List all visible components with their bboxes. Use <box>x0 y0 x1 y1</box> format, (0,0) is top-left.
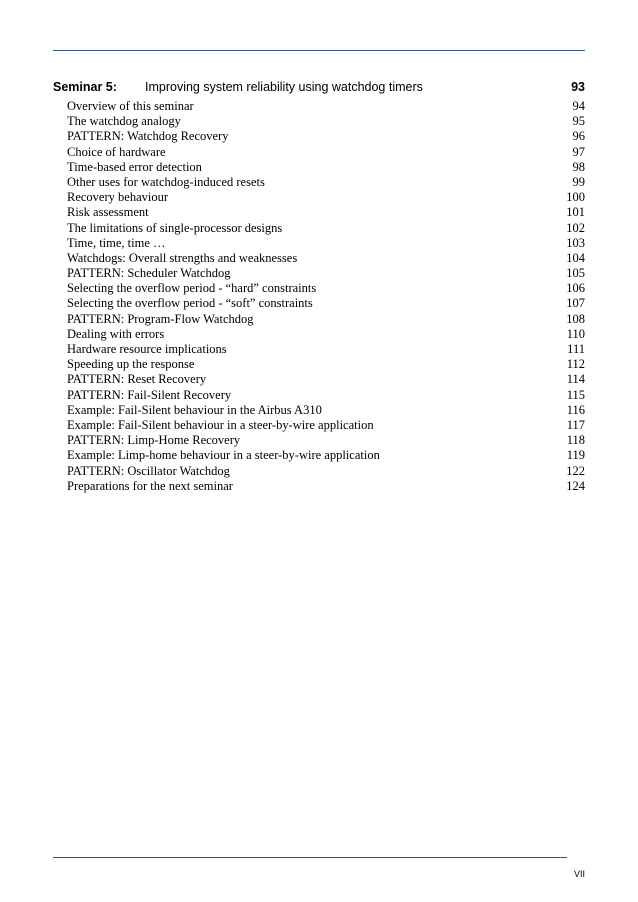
toc-entry-title: Time-based error detection <box>67 159 202 174</box>
toc-entry-title: Selecting the overflow period - “soft” constraints <box>67 296 313 311</box>
toc-entry <box>67 327 585 342</box>
seminar-heading <box>53 78 585 96</box>
seminar-label: Seminar 5: <box>53 80 117 94</box>
seminar-page-number: 93 <box>571 80 585 94</box>
toc-entry <box>67 296 585 311</box>
toc-entry <box>67 448 585 463</box>
toc-entry-title: Recovery behaviour <box>67 190 169 205</box>
toc-entry <box>67 388 585 403</box>
toc-entry <box>67 418 585 433</box>
toc-entry-title: PATTERN: Reset Recovery <box>67 372 207 387</box>
toc-entry <box>67 251 585 266</box>
toc-entry-title: PATTERN: Watchdog Recovery <box>67 129 229 144</box>
toc-entry <box>67 479 585 494</box>
toc-entry <box>67 236 585 251</box>
toc-entry-page: 100 <box>566 190 585 205</box>
toc-entry-page: 116 <box>566 402 585 417</box>
toc-entry-title: Example: Fail-Silent behaviour in a steer-by-wire application <box>67 417 374 432</box>
toc-entry-page: 111 <box>567 342 585 356</box>
toc-entry-page: 112 <box>566 357 585 372</box>
toc-entry-title: Choice of hardware <box>67 144 166 159</box>
toc-entry-title: Hardware resource implications <box>67 342 227 356</box>
toc-entry-page: 95 <box>572 114 585 129</box>
page-number: VII <box>573 869 585 879</box>
header-rule <box>53 50 585 51</box>
toc-entry-title: PATTERN: Oscillator Watchdog <box>67 463 230 478</box>
toc-entry-page: 97 <box>572 144 585 159</box>
toc-entry-page: 103 <box>566 235 585 250</box>
toc-entry <box>67 190 585 205</box>
table-of-contents <box>67 99 585 494</box>
toc-entry-page: 114 <box>566 372 585 387</box>
toc-entry-title: PATTERN: Limp-Home Recovery <box>67 433 241 448</box>
toc-entry-page: 107 <box>566 296 585 311</box>
toc-entry <box>67 312 585 327</box>
toc-entry-title: Risk assessment <box>67 205 149 220</box>
seminar-title: Improving system reliability using watchdog timers <box>145 80 423 94</box>
toc-entry-page: 98 <box>572 159 585 174</box>
toc-entry <box>67 403 585 418</box>
toc-entry-page: 119 <box>566 448 585 463</box>
toc-entry-page: 104 <box>566 250 585 265</box>
toc-entry-page: 102 <box>566 220 585 235</box>
toc-entry-title: Preparations for the next seminar <box>67 478 233 493</box>
toc-entry-title: Other uses for watchdog-induced resets <box>67 174 265 189</box>
toc-entry-page: 117 <box>566 417 585 432</box>
toc-entry-page: 108 <box>566 311 585 326</box>
toc-entry-title: Example: Fail-Silent behaviour in the Airbus A310 <box>67 402 322 417</box>
toc-entry <box>67 342 585 357</box>
toc-entry <box>67 433 585 448</box>
toc-entry-page: 110 <box>566 326 585 341</box>
toc-entry <box>67 145 585 160</box>
toc-entry-page: 99 <box>572 174 585 189</box>
toc-entry-page: 115 <box>566 387 585 402</box>
toc-entry <box>67 114 585 129</box>
toc-entry-page: 106 <box>566 281 585 296</box>
toc-entry-title: PATTERN: Program-Flow Watchdog <box>67 311 254 326</box>
toc-entry <box>67 205 585 220</box>
toc-entry <box>67 357 585 372</box>
toc-entry <box>67 160 585 175</box>
toc-entry-page: 122 <box>566 463 585 478</box>
toc-entry-title: Example: Limp-home behaviour in a steer-by-wire application <box>67 448 380 463</box>
toc-entry-title: Selecting the overflow period - “hard” constraints <box>67 281 317 296</box>
toc-entry-title: Watchdogs: Overall strengths and weaknesses <box>67 250 298 265</box>
toc-entry-title: Overview of this seminar <box>67 99 194 113</box>
toc-entry <box>67 464 585 479</box>
toc-entry <box>67 372 585 387</box>
toc-entry <box>67 99 585 114</box>
toc-entry <box>67 129 585 144</box>
toc-entry-title: The limitations of single-processor designs <box>67 220 283 235</box>
toc-entry <box>67 221 585 236</box>
toc-entry-page: 124 <box>566 478 585 493</box>
toc-entry-page: 105 <box>566 266 585 281</box>
toc-entry-title: Time, time, time … <box>67 235 166 250</box>
toc-entry-page: 96 <box>572 129 585 144</box>
footer-rule <box>53 857 567 858</box>
toc-entry <box>67 281 585 296</box>
toc-entry <box>67 175 585 190</box>
toc-entry <box>67 266 585 281</box>
toc-entry-page: 94 <box>572 99 585 113</box>
toc-entry-title: PATTERN: Scheduler Watchdog <box>67 266 231 281</box>
toc-entry-title: The watchdog analogy <box>67 114 181 129</box>
toc-entry-page: 118 <box>566 433 585 448</box>
toc-entry-title: Speeding up the response <box>67 357 195 372</box>
toc-entry-title: Dealing with errors <box>67 326 165 341</box>
toc-entry-page: 101 <box>566 205 585 220</box>
toc-entry-title: PATTERN: Fail-Silent Recovery <box>67 387 232 402</box>
